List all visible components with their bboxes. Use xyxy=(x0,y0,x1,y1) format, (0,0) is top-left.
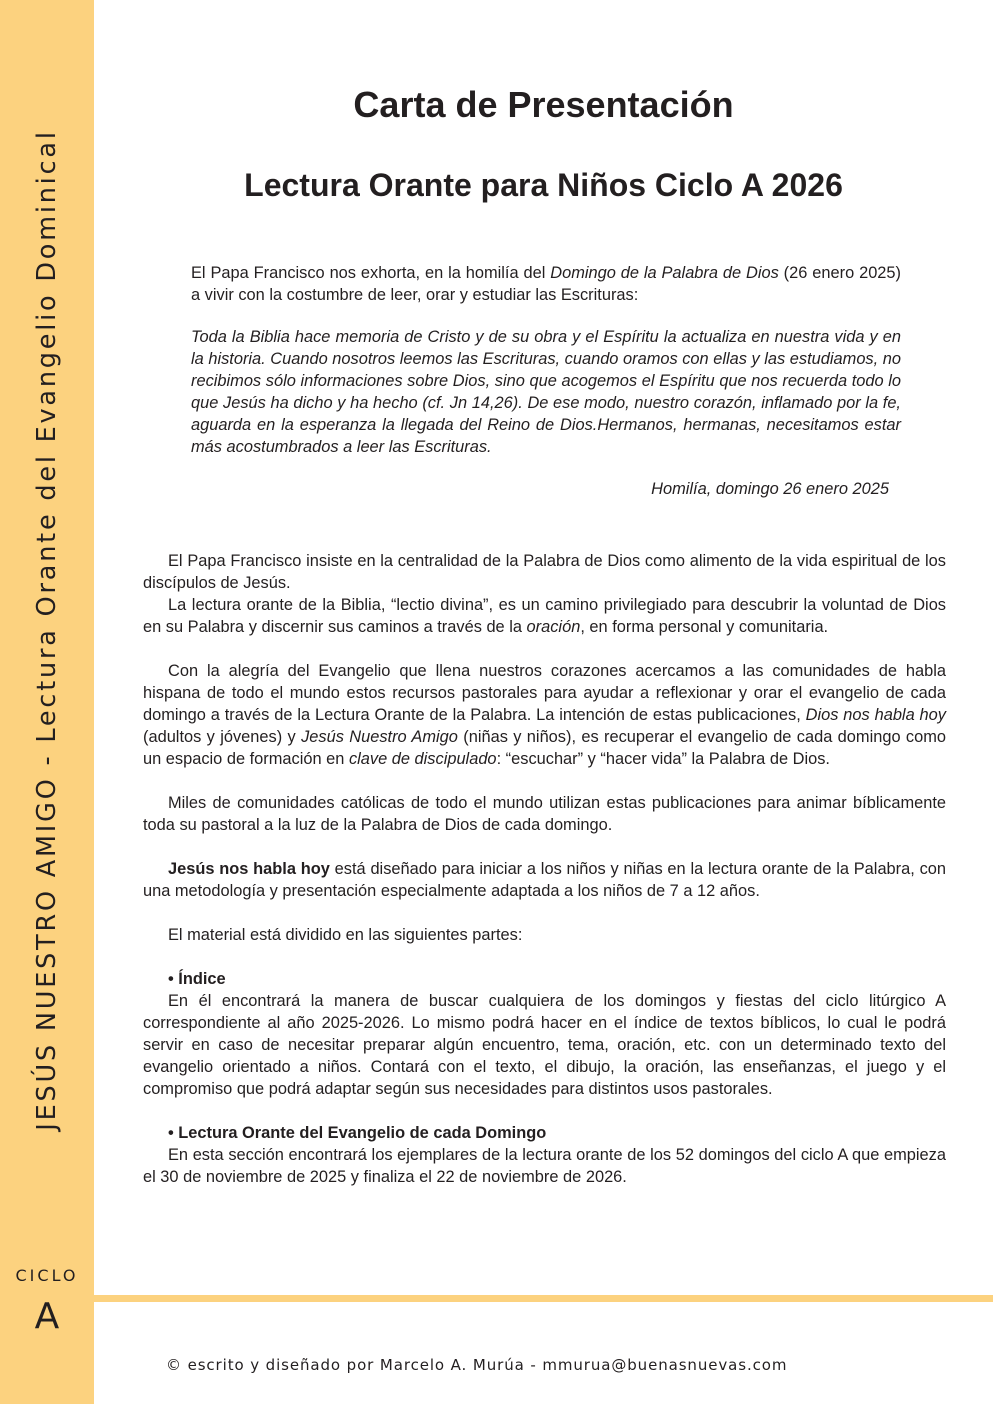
section-heading-lectura: • Lectura Orante del Evangelio de cada Domingo xyxy=(168,1124,547,1142)
footer-rule xyxy=(94,1295,993,1302)
sidebar-band xyxy=(0,0,94,1404)
section-heading-indice: • Índice xyxy=(168,970,226,988)
ciclo-letter: A xyxy=(34,1296,60,1337)
intro-paragraph: El Papa Francisco nos exhorta, en la homilía del Domingo de la Palabra de Dios (26 enero 2025) a vivir con la costumbre de leer, orar y estudiar las Escrituras: xyxy=(191,264,901,304)
page-title: Carta de Presentación xyxy=(353,84,734,125)
footer-credit: © escrito y diseñado por Marcelo A. Murúa - mmurua@buenasnuevas.com xyxy=(166,1356,788,1374)
body-paragraph-6: El material está dividido en las siguientes partes: xyxy=(168,926,523,944)
section-text-indice: En él encontrará la manera de buscar cualquiera de los domingos y fiestas del ciclo litúrgico A correspondiente al año 2025-2026. Lo mismo podrá hacer en el índice de textos bíblicos, lo cual le podrá servir en caso de necesitar preparar algún encuentro, tema, oración, etc. con un determinado texto del evangelio orientado a niños. Contará con el texto, el dibujo, la oración, las enseñanzas, el juego y el compromiso que podrá adaptar según sus necesidades para distintos usos pastorales. xyxy=(143,992,946,1098)
ciclo-label: CICLO xyxy=(15,1266,79,1285)
vertical-series-title: JESÚS NUESTRO AMIGO - Lectura Orante del Evangelio Dominical xyxy=(32,129,62,1131)
body-paragraph-5: Jesús nos habla hoy está diseñado para iniciar a los niños y niñas en la lectura orante de la Palabra, con una metodología y presentación especialmente adaptada a los niños de 7 a 12 años. xyxy=(143,860,947,900)
page-subtitle: Lectura Orante para Niños Ciclo A 2026 xyxy=(244,167,843,203)
quote-attribution: Homilía, domingo 26 enero 2025 xyxy=(651,480,889,498)
intro-block xyxy=(191,262,901,520)
body-paragraph-4: Miles de comunidades católicas de todo el mundo utilizan estas publicaciones para animar bíblicamente toda su pastoral a la luz de la Palabra de Dios de cada domingo. xyxy=(143,794,946,834)
section-text-lectura: En esta sección encontrará los ejemplares de la lectura orante de los 52 domingos del ciclo A que empieza el 30 de noviembre de 2025 y finaliza el 22 de noviembre de 2026. xyxy=(143,1146,946,1186)
body-paragraph-1: El Papa Francisco insiste en la centralidad de la Palabra de Dios como alimento de la vida espiritual de los discípulos de Jesús. xyxy=(143,552,946,592)
homily-quote: Toda la Biblia hace memoria de Cristo y de su obra y el Espíritu la actualiza en nuestra vida y en la historia. Cuando nosotros leemos las Escrituras, cuando oramos con ellas y las estudiamos, no recibimos sólo informaciones sobre Dios, sino que acogemos el Espíritu que nos recuerda todo lo que Jesús ha dicho y ha hecho (cf. Jn 14,26). De ese modo, nuestro corazón, inflamado por la fe, aguarda en la esperanza la llegada del Reino de Dios.Hermanos, hermanas, necesitamos estar más acostumbrados a leer las Escrituras. xyxy=(191,328,901,456)
letter-body xyxy=(143,550,946,1188)
body-paragraph-2: La lectura orante de la Biblia, “lectio divina”, es un camino privilegiado para descubrir la voluntad de Dios en su Palabra y discernir sus caminos a través de la oración, en forma personal y comunitaria. xyxy=(143,596,946,636)
intro-emphasis: Domingo de la Palabra de Dios xyxy=(550,264,779,282)
body-paragraph-3: Con la alegría del Evangelio que llena nuestros corazones acercamos a las comunidades de habla hispana de todo el mundo estos recursos pastorales para ayudar a reflexionar y orar el evangelio de cada domingo a través de la Lectura Orante de la Palabra. La intención de estas publicaciones, Dios nos habla hoy (adultos y jóvenes) y Jesús Nuestro Amigo (niñas y niños), es recuperar el evangelio de cada domingo como un espacio de formación en clave de discipulado: “escuchar” y “hacer vida” la Palabra de Dios. xyxy=(143,662,946,768)
